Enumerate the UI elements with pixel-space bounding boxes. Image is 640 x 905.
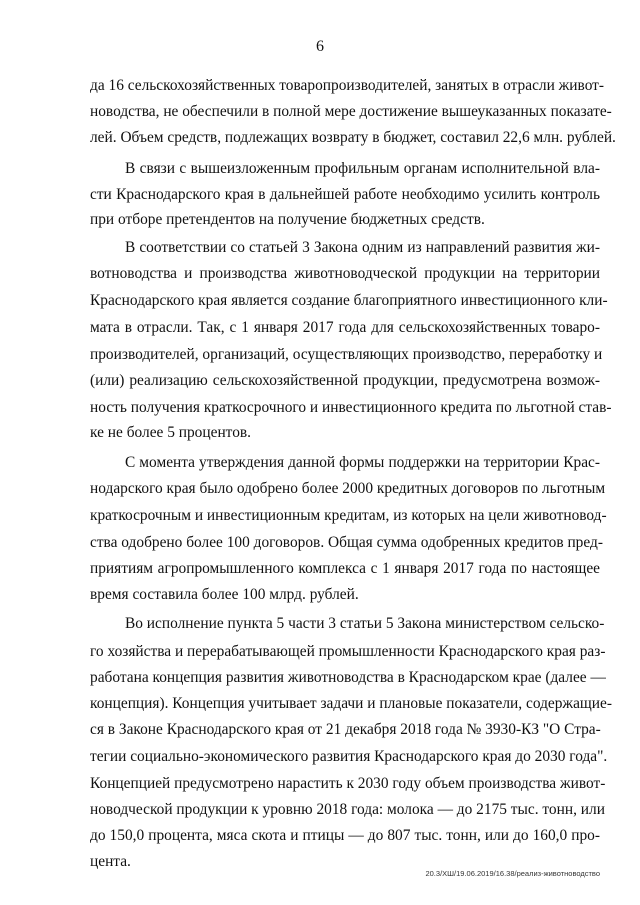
text-line: (или) реализацию сельскохозяйственной продукции, предусмотрена возмож- — [90, 372, 600, 389]
text-line: вотноводства и производства животноводческой продукции на территории — [90, 265, 600, 282]
text-line: ность получения краткосрочного и инвестиционного кредита по льготной став- — [90, 399, 612, 416]
text-line: ства одобрено более 100 договоров. Общая сумма одобренных кредитов пред- — [90, 534, 603, 551]
text-line: тегии социально-экономического развития Краснодарского края до 2030 года". — [90, 748, 608, 765]
text-line: ке не более 5 процентов. — [90, 424, 252, 441]
text-line: Краснодарского края является создание благоприятного инвестиционного кли- — [90, 292, 608, 309]
text-line: цента. — [90, 853, 131, 870]
text-line: Концепцией предусмотрено нарастить к 2030 году объем производства живот- — [90, 775, 606, 792]
text-line: ся в Законе Краснодарского края от 21 декабря 2018 года № 3930-КЗ "О Стра- — [90, 721, 601, 738]
text-line: В связи с вышеизложенным профильным органам исполнительной вла- — [125, 160, 600, 177]
text-line: приятиям агропромышленного комплекса с 1 января 2017 года по настоящее — [90, 560, 600, 577]
text-line: сти Краснодарского края в дальнейшей работе необходимо усилить контроль — [90, 186, 600, 203]
text-line: го хозяйства и перерабатывающей промышленности Краснодарского края раз- — [90, 643, 606, 660]
text-line: при отборе претендентов на получение бюджетных средств. — [90, 211, 485, 228]
text-line: концепция). Концепция учитывает задачи и плановые показатели, содержащие- — [90, 695, 612, 712]
text-line: В соответствии со статьей 3 Закона одним из направлений развития жи- — [125, 239, 600, 256]
text-line: новодческой продукции к уровню 2018 года: молока — до 2175 тыс. тонн, или — [90, 801, 605, 818]
text-line: производителей, организаций, осуществляющих производство, переработку и — [90, 346, 603, 363]
text-line: нодарского края было одобрено более 2000 кредитных договоров по льготным — [90, 480, 606, 497]
text-line: время составила более 100 млрд. рублей. — [90, 586, 359, 603]
page-number: 6 — [316, 38, 324, 55]
text-line: краткосрочным и инвестиционным кредитам, из которых на цели животновод- — [90, 507, 607, 524]
text-line: Во исполнение пункта 5 части 3 статьи 5 Закона министерством сельско- — [125, 615, 605, 632]
text-line: да 16 сельскохозяйственных товаропроизводителей, занятых в отрасли живот- — [90, 77, 605, 94]
text-line: лей. Объем средств, подлежащих возврату в бюджет, составил 22,6 млн. рублей. — [90, 129, 616, 146]
footer-reference: 20.3/ХШ/19.06.2019/16.38/реализ-животноводство — [425, 869, 600, 878]
text-line: мата в отрасли. Так, с 1 января 2017 года для сельскохозяйственных товаро- — [90, 319, 600, 336]
text-line: работана концепция развития животноводства в Краснодарском крае (далее — — [90, 669, 606, 686]
text-line: до 150,0 процента, мяса скота и птицы — до 807 тыс. тонн, или до 160,0 про- — [90, 827, 600, 844]
text-line: С момента утверждения данной формы поддержки на территории Крас- — [125, 454, 600, 471]
text-line: новодства, не обеспечили в полной мере достижение вышеуказанных показате- — [90, 103, 612, 120]
